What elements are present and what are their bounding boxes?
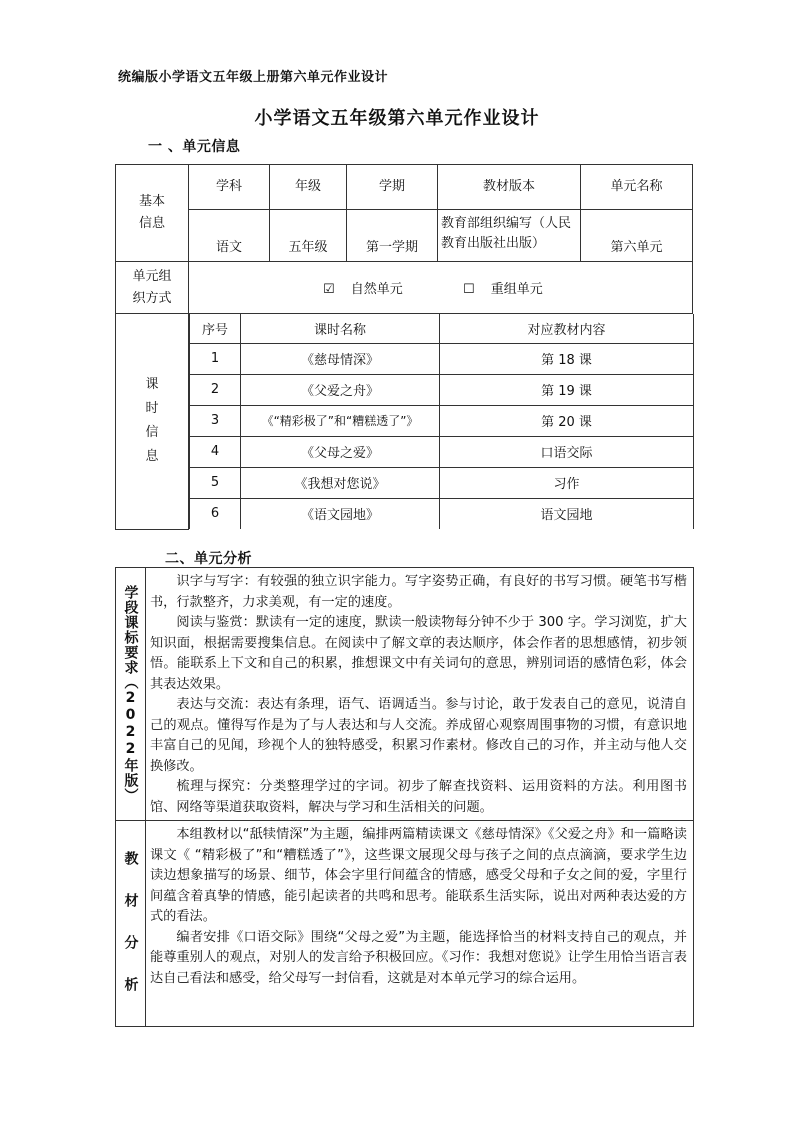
- col-header-subject: 学科: [189, 165, 270, 210]
- lesson-content: 第 19 课: [440, 374, 694, 405]
- lesson-name: 《父爱之舟》: [241, 374, 440, 405]
- lesson-no: 2: [190, 374, 241, 405]
- lesson-row: [190, 374, 694, 405]
- org-option-regroup[interactable]: [463, 278, 543, 297]
- lesson-content: 习作: [440, 467, 694, 498]
- unit-info-table: [115, 164, 693, 530]
- basic-info-label: 基本 信息: [138, 194, 165, 231]
- unchecked-box-icon: ☐: [462, 282, 475, 297]
- lesson-row: [190, 436, 694, 467]
- lesson-table-cell: [189, 314, 693, 530]
- material-paragraph: 编者安排《口语交际》围绕“父母之爱”为主题，能选择恰当的材料支持自己的观点，并能尊重别人的观点，对别人的发言给予积极回应。《习作：我想对您说》让学生用恰当语言表达自己看法和感受，给父母写一封信看，这就是对本单元学习的综合运用。: [150, 929, 687, 986]
- lesson-name: 《“精彩极了”和“糟糕透了”》: [241, 405, 440, 436]
- lesson-no: 4: [190, 436, 241, 467]
- standards-paragraph: 梳理与探究：分类整理学过的字词。初步了解查找资料、运用资料的方法。利用图书馆、网络等渠道获取资料，解决与学习和生活相关的问题。: [150, 779, 687, 815]
- material-content: [146, 821, 694, 1027]
- standards-paragraph: 识字与写字：有较强的独立识字能力。写字姿势正确，有良好的书写习惯。硬笔书写楷书，行款整齐，力求美观，有一定的速度。: [150, 574, 687, 610]
- lesson-content: 口语交际: [440, 436, 694, 467]
- lesson-content: 第 18 课: [440, 343, 694, 374]
- lesson-name: 《语文园地》: [241, 498, 440, 529]
- lesson-name: 《父母之爱》: [241, 436, 440, 467]
- org-label: 单元组 织方式: [132, 268, 172, 306]
- lesson-table: [189, 314, 694, 529]
- org-option-natural[interactable]: [323, 278, 403, 297]
- lesson-name: 《我想对您说》: [241, 467, 440, 498]
- standards-paragraph: 表达与交流：表达有条理，语气、语调适当。参与讨论，敢于发表自己的意见，说清自己的观点。懂得写作是为了与人表达和与人交流。养成留心观察周围事物的习惯，有意识地丰富自己的见闻，珍视个人的独特感受，积累习作素材。修改自己的习作，并主动与他人交换修改。: [150, 697, 687, 774]
- standards-content: [146, 568, 694, 821]
- lesson-name: 《慈母情深》: [241, 343, 440, 374]
- document-header-note: 统编版小学语文五年级上册第六单元作业设计: [118, 70, 389, 85]
- material-label-cell: [116, 821, 146, 1027]
- lesson-row: [190, 405, 694, 436]
- value-term: 第一学期: [347, 210, 438, 262]
- standards-label: 学段课标要求（2022年版）: [122, 585, 139, 803]
- lesson-row: [190, 343, 694, 374]
- value-subject: 语文: [189, 210, 270, 262]
- lesson-header-content: 对应教材内容: [440, 314, 694, 343]
- org-option-regroup-label: 重组单元: [490, 282, 543, 297]
- lesson-no: 5: [190, 467, 241, 498]
- section2-heading: 二、单元分析: [165, 551, 252, 567]
- lesson-content: 第 20 课: [440, 405, 694, 436]
- col-header-term: 学期: [347, 165, 438, 210]
- value-unit-name: 第六单元: [581, 210, 693, 262]
- org-option-natural-label: 自然单元: [350, 282, 403, 297]
- lesson-content: 语文园地: [440, 498, 694, 529]
- lesson-row: [190, 498, 694, 529]
- col-header-unit-name: 单元名称: [581, 165, 693, 210]
- standards-paragraph: 阅读与鉴赏：默读有一定的速度，默读一般读物每分钟不少于 300 字。学习浏览，扩大知识面，根据需要搜集信息。在阅读中了解文章的表达顺序，体会作者的思想感情，初步领悟。能联系上下文和自己的积累，推想课文中有关词句的意思，辨别词语的感情色彩，体会其表达效果。: [150, 615, 687, 692]
- document-title: 小学语文五年级第六单元作业设计: [254, 108, 540, 129]
- lesson-no: 3: [190, 405, 241, 436]
- section1-heading: 一 、单元信息: [148, 139, 241, 155]
- lesson-no: 6: [190, 498, 241, 529]
- lesson-info-label-cell: [116, 314, 189, 530]
- unit-analysis-table: [115, 567, 694, 1027]
- col-header-textbook: 教材版本: [438, 165, 581, 210]
- value-grade: 五年级: [270, 210, 347, 262]
- lesson-no: 1: [190, 343, 241, 374]
- material-label: 教 材 分 析: [122, 850, 139, 997]
- basic-info-label-cell: [116, 165, 189, 262]
- material-paragraph: 本组教材以“舐犊情深”为主题，编排两篇精读课文《慈母情深》《父爱之舟》和一篇略读课文《 “精彩极了”和“糟糕透了”》，这些课文展现父母与孩子之间的点点滴滴，要求学生边读边想象描写的场景、细节，体会字里行间蕴含的情感，感受父母和子女之间的爱，字里行间蕴含着真挚的情感，能引起读者的共鸣和思考。能联系生活实际，说出对两种表达爱的方式的看法。: [150, 827, 687, 924]
- lesson-info-label: 课 时 信 息: [145, 377, 159, 465]
- col-header-grade: 年级: [270, 165, 347, 210]
- lesson-header-no: 序号: [190, 314, 241, 343]
- org-options-cell: [189, 262, 693, 314]
- value-textbook: 教育部组织编写（人民教育出版社出版）: [438, 210, 581, 262]
- org-label-cell: [116, 262, 189, 314]
- lesson-row: [190, 467, 694, 498]
- lesson-header-name: 课时名称: [241, 314, 440, 343]
- standards-label-cell: [116, 568, 146, 821]
- checked-box-icon: ☑: [323, 282, 335, 297]
